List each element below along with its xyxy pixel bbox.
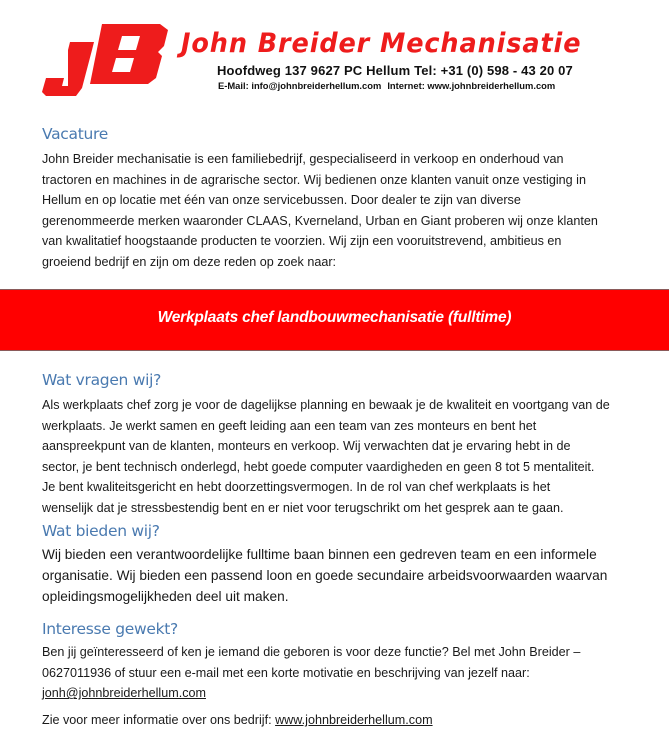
- company-website: Internet: www.johnbreiderhellum.com: [387, 80, 556, 91]
- paragraph-line: groeiend bedrijf en zijn om deze reden op zoek naar:: [42, 254, 337, 269]
- intro-heading: Vacature: [42, 125, 108, 143]
- paragraph-line: Ben jij geïnteresseerd of ken je iemand die geboren is voor deze functie? Bel met John Breider –: [42, 645, 581, 659]
- offer-heading: Wat bieden wij?: [42, 522, 160, 540]
- company-logo: [40, 22, 175, 98]
- paragraph-line: van kwalitatief hoogstaande producten te voorzien. Wij zijn een vooruitstrevend, ambitieus en: [42, 234, 562, 249]
- paragraph-line: wenselijk dat je stressbestendig bent en er niet voor terugschrikt om het gesprek aan te gaan.: [42, 500, 564, 515]
- more-info-line: [42, 710, 662, 731]
- offer-paragraph: [42, 545, 662, 607]
- paragraph-line: Wij bieden een verantwoordelijke fulltime baan binnen een gedreven team en een informele: [42, 547, 597, 562]
- paragraph-line: 0627011936 of stuur een e-mail met een korte motivatie en beschrijving van jezelf naar:: [42, 665, 530, 680]
- intro-paragraph: [42, 149, 662, 273]
- requirements-heading: Wat vragen wij?: [42, 371, 162, 389]
- paragraph-line: gerenommeerde merken waaronder CLAAS, Kverneland, Urban en Giant proberen wij onze klanten: [42, 213, 598, 228]
- paragraph-line: Hellum en op locatie met één van onze servicebussen. Door dealer te zijn van diverse: [42, 193, 521, 208]
- interest-paragraph: [42, 642, 662, 704]
- company-email: E-Mail: info@johnbreiderhellum.com: [218, 80, 382, 91]
- company-address: Hoofdweg 137 9627 PC Hellum Tel: +31 (0) 598 - 43 20 07: [217, 63, 573, 78]
- jb-logo-icon: [40, 22, 175, 98]
- company-contact: [218, 80, 555, 91]
- company-name: John Breider Mechanisatie: [181, 28, 582, 60]
- paragraph-line: Je bent kwaliteitsgericht en hebt doorzettingsvermogen. In de rol van chef werkplaats is het: [42, 480, 551, 495]
- job-title-banner: [0, 289, 669, 351]
- paragraph-line: opleidingsmogelijkheden deel uit maken.: [42, 588, 289, 604]
- paragraph-line: John Breider mechanisatie is een familiebedrijf, gespecialiseerd in verkoop en onderhoud van: [42, 152, 564, 166]
- paragraph-line: sector, je bent technisch onderlegd, hebt goede computer vaardigheden en geen 8 tot 5 mentaliteit.: [42, 459, 595, 474]
- more-info-text: Zie voor meer informatie over ons bedrijf:: [42, 713, 276, 727]
- paragraph-line: aanspreekpunt van de klanten, monteurs en verkoop. Wij verwachten dat je ervaring hebt in de: [42, 439, 571, 454]
- paragraph-line: werkplaats. Je werkt samen en geeft leiding aan een team van zes monteurs en bent het: [42, 418, 537, 433]
- job-title: Werkplaats chef landbouwmechanisatie (fulltime): [157, 309, 512, 326]
- email-link[interactable]: jonh@johnbreiderhellum.com: [42, 686, 206, 701]
- paragraph-line: organisatie. Wij bieden een passend loon en goede secundaire arbeidsvoorwaarden waarvan: [42, 567, 608, 583]
- website-link[interactable]: www.johnbreiderhellum.com: [275, 713, 433, 727]
- paragraph-line: Als werkplaats chef zorg je voor de dagelijkse planning en bewaak je de kwaliteit en voortgang van de: [42, 398, 610, 412]
- paragraph-line: tractoren en machines in de agrarische sector. Wij bedienen onze klanten vanuit onze vestiging in: [42, 172, 586, 187]
- requirements-paragraph: [42, 395, 662, 519]
- interest-heading: Interesse gewekt?: [42, 620, 178, 638]
